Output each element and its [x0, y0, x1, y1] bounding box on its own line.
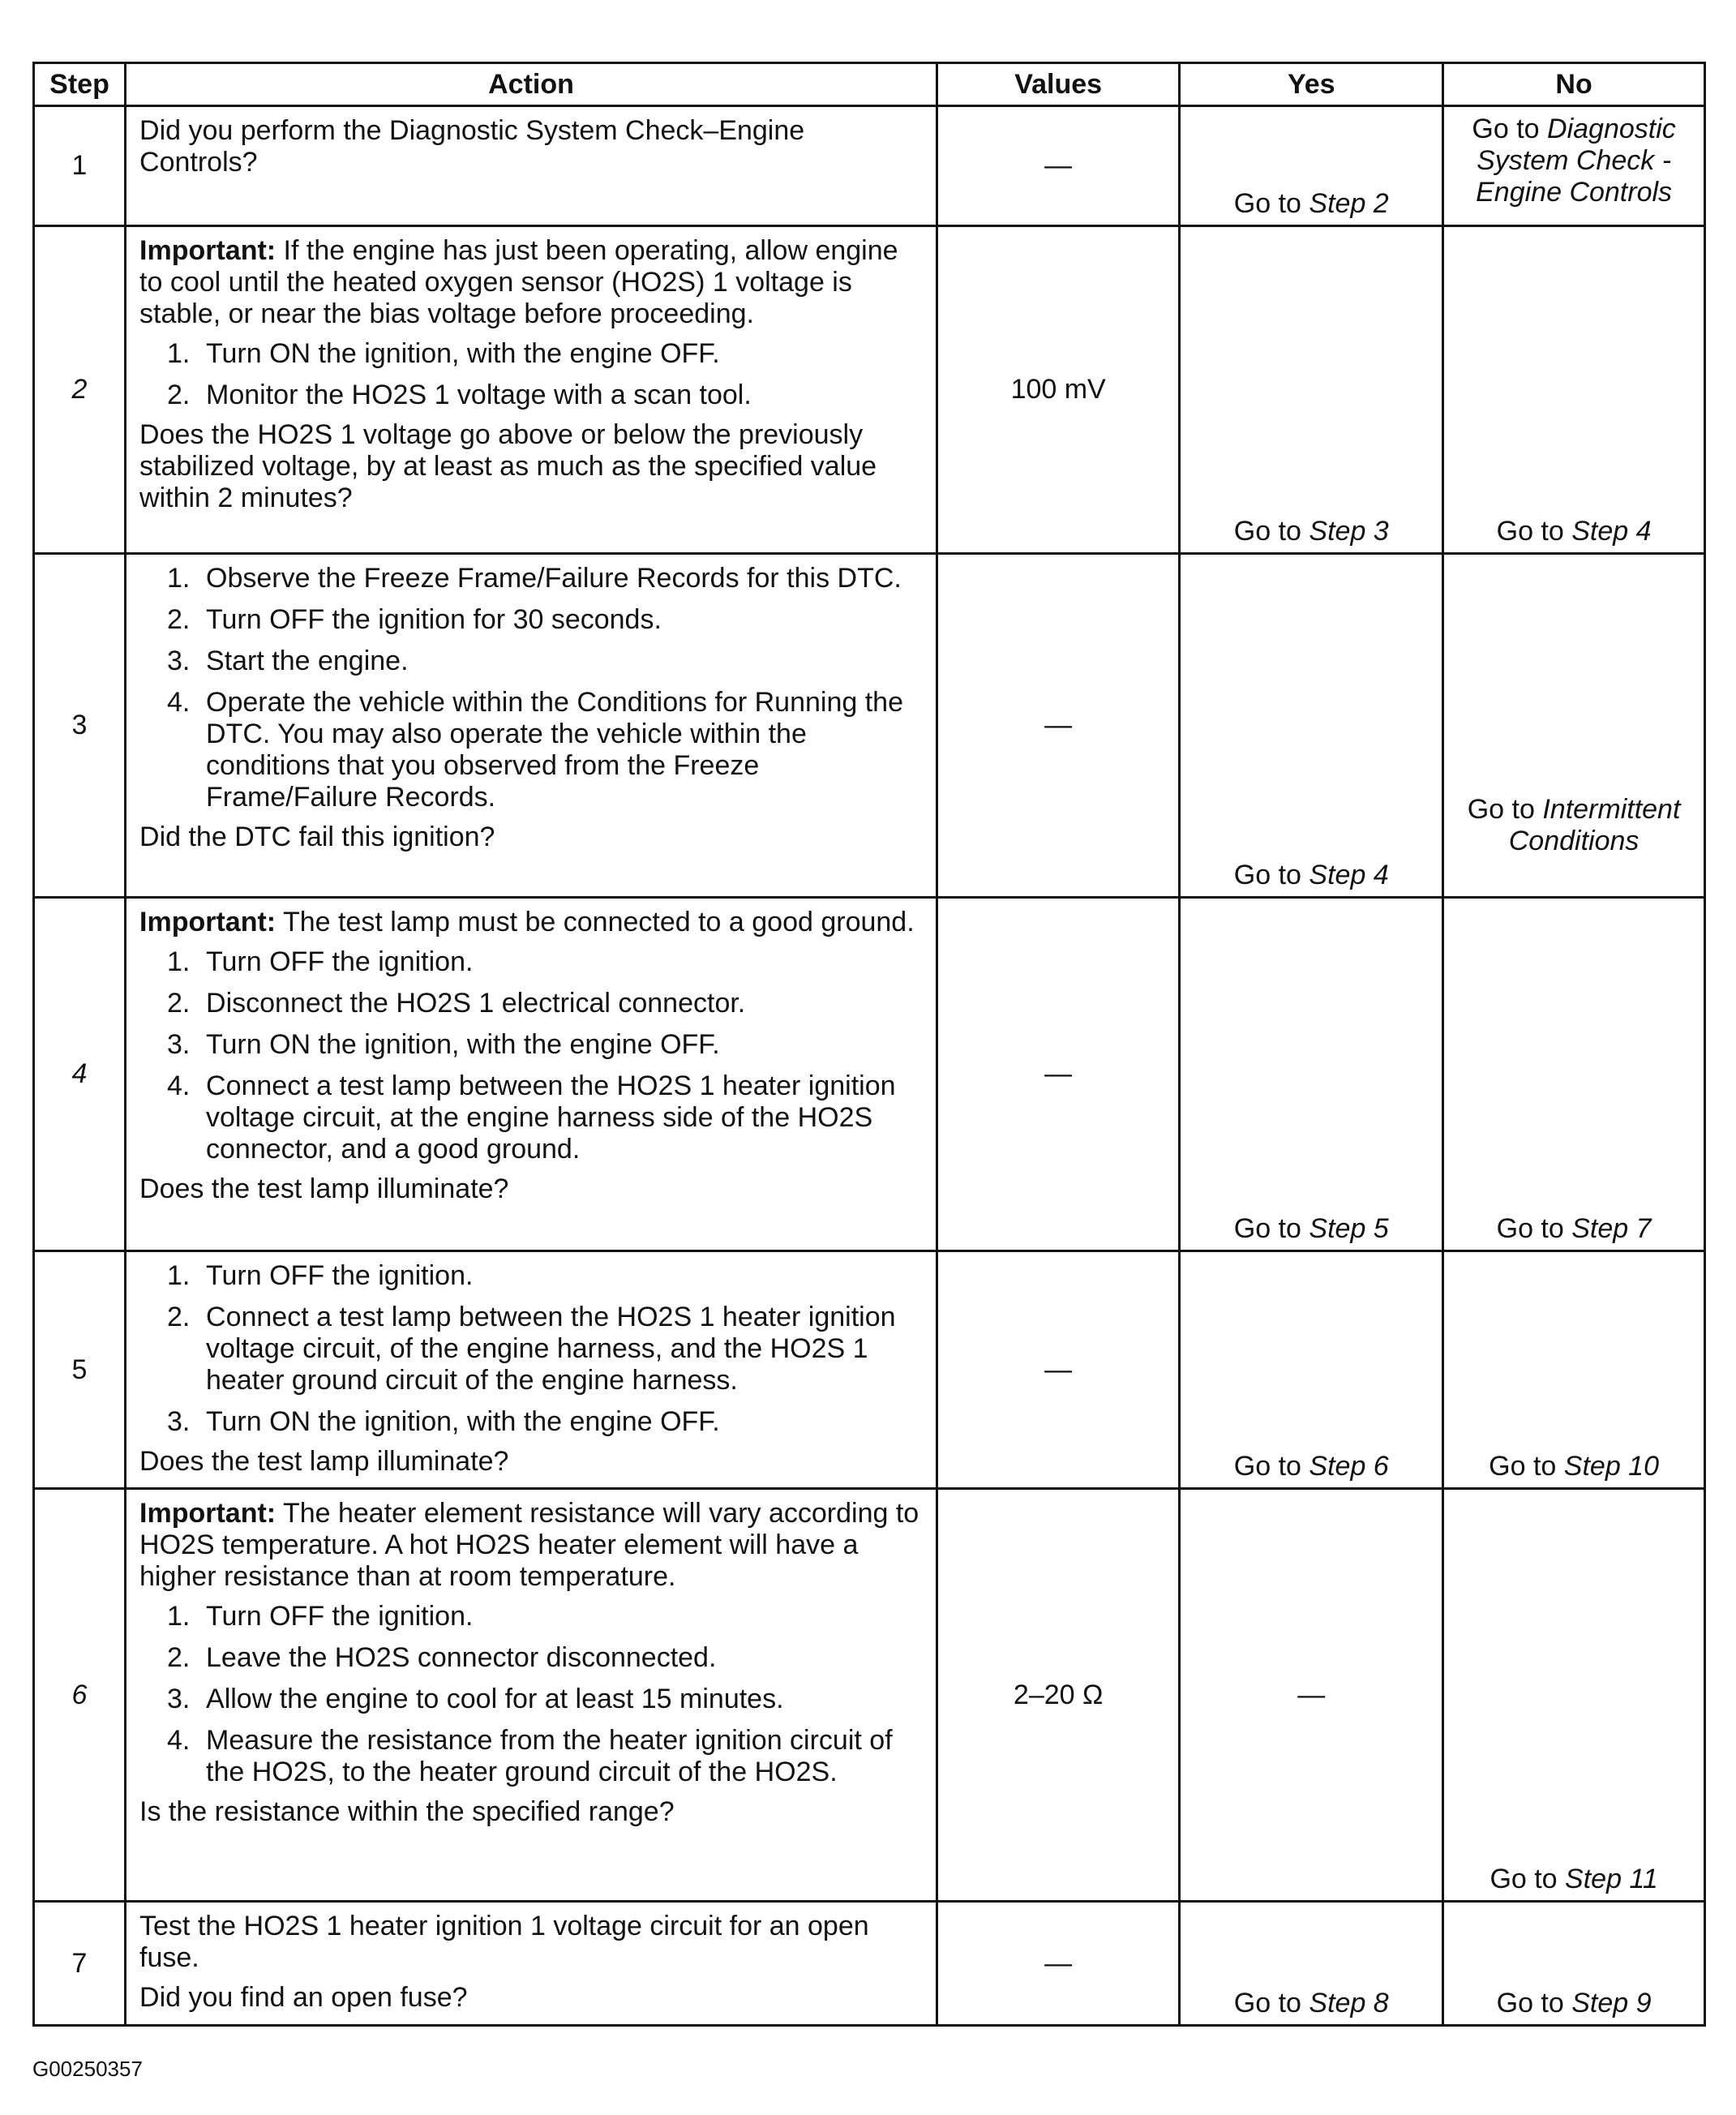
- step-number: 5: [34, 1251, 126, 1489]
- list-item: 3. Turn ON the ignition, with the engine OFF.: [167, 1406, 720, 1437]
- list-item-text: Start the engine.: [206, 646, 409, 676]
- no-prefix: Go to: [1496, 1988, 1572, 2018]
- question-text: Did you find an open fuse?: [139, 1982, 468, 2013]
- important-label: Important:: [139, 907, 276, 937]
- no-target: Diagnostic System Check - Engine Controls: [1476, 114, 1676, 208]
- no-cell: [1443, 554, 1705, 898]
- step-number: 1: [34, 106, 126, 226]
- yes-cell: [1180, 226, 1443, 554]
- list-item: 2. Monitor the HO2S 1 voltage with a scan tool.: [167, 380, 752, 410]
- header-step: Step: [34, 63, 126, 106]
- no-target: Step 9: [1571, 1988, 1652, 2018]
- procedure-list: [139, 946, 924, 1165]
- step-number: 6: [34, 1489, 126, 1902]
- header-no: No: [1443, 63, 1705, 106]
- step-number: 7: [34, 1902, 126, 2026]
- action-cell: [126, 1489, 937, 1902]
- values-cell: —: [937, 898, 1179, 1251]
- no-prefix: Go to: [1496, 516, 1572, 547]
- no-cell: [1443, 1902, 1705, 2026]
- no-cell: [1443, 898, 1705, 1251]
- list-item: 4. Connect a test lamp between the HO2S 1 heater ignition voltage circuit, at the engine harness side of the HO2S connector, and a good ground.: [167, 1070, 896, 1165]
- no-cell: [1443, 106, 1705, 226]
- no-target: Step 4: [1571, 516, 1652, 547]
- question-text: Does the test lamp illuminate?: [139, 1173, 509, 1204]
- no-prefix: Go to: [1467, 794, 1543, 825]
- values-cell: —: [937, 554, 1179, 898]
- yes-prefix: Go to: [1233, 188, 1310, 219]
- list-item: 2. Connect a test lamp between the HO2S 1 heater ignition voltage circuit, of the engine harness, and the HO2S 1 heater ground circuit of the engine harness.: [167, 1302, 896, 1396]
- list-item: 2. Disconnect the HO2S 1 electrical connector.: [167, 988, 746, 1019]
- yes-prefix: Go to: [1233, 516, 1310, 547]
- header-values: Values: [937, 63, 1179, 106]
- important-text: The test lamp must be connected to a good ground.: [276, 907, 915, 937]
- list-item: 2. Leave the HO2S connector disconnected.: [167, 1642, 717, 1673]
- list-item: 1. Turn OFF the ignition.: [167, 946, 474, 977]
- list-item-text: Disconnect the HO2S 1 electrical connector.: [206, 988, 746, 1019]
- yes-prefix: Go to: [1233, 1451, 1310, 1482]
- no-target: Step 11: [1565, 1864, 1658, 1894]
- header-action: Action: [126, 63, 937, 106]
- yes-target: Step 5: [1309, 1213, 1389, 1244]
- list-item: 3. Allow the engine to cool for at least 15 minutes.: [167, 1684, 784, 1714]
- no-prefix: Go to: [1472, 114, 1548, 144]
- list-item-text: Leave the HO2S connector disconnected.: [206, 1642, 717, 1673]
- yes-cell: [1180, 898, 1443, 1251]
- list-item-text: Turn OFF the ignition for 30 seconds.: [206, 604, 662, 635]
- step-number: 4: [34, 898, 126, 1251]
- list-item-text: Monitor the HO2S 1 voltage with a scan tool.: [206, 380, 752, 410]
- yes-target: Step 4: [1309, 860, 1389, 890]
- procedure-list: [139, 1601, 924, 1788]
- list-item: 2. Turn OFF the ignition for 30 seconds.: [167, 604, 662, 635]
- action-cell: [126, 554, 937, 898]
- action-cell: [126, 226, 937, 554]
- list-item: 3. Start the engine.: [167, 646, 409, 676]
- action-cell: [126, 898, 937, 1251]
- no-target: Intermittent Conditions: [1508, 794, 1681, 856]
- values-cell: 100 mV: [937, 226, 1179, 554]
- question-text: Did the DTC fail this ignition?: [139, 822, 495, 852]
- list-item: 1. Turn ON the ignition, with the engine OFF.: [167, 338, 720, 369]
- yes-cell: [1180, 1251, 1443, 1489]
- yes-target: Step 6: [1309, 1451, 1389, 1482]
- question-text: Does the HO2S 1 voltage go above or below the previously stabilized voltage, by at least as much as the specified value within 2 minutes?: [139, 419, 877, 513]
- list-item-text: Connect a test lamp between the HO2S 1 heater ignition voltage circuit, of the engine harness, and the HO2S 1 heater ground circuit of the engine harness.: [206, 1302, 896, 1396]
- procedure-list: [139, 1260, 924, 1438]
- yes-prefix: Go to: [1233, 1213, 1310, 1244]
- step-number: 2: [34, 226, 126, 554]
- table-row-step-5: [34, 1251, 1705, 1489]
- values-cell: —: [937, 106, 1179, 226]
- question-text: Does the test lamp illuminate?: [139, 1446, 509, 1477]
- figure-id-caption: G00250357: [32, 2057, 143, 2081]
- question-text: Is the resistance within the specified range?: [139, 1796, 675, 1827]
- yes-prefix: Go to: [1233, 1988, 1310, 2018]
- no-target: Step 10: [1563, 1451, 1659, 1482]
- important-label: Important:: [139, 1498, 276, 1529]
- list-item: 4. Measure the resistance from the heater ignition circuit of the HO2S, to the heater ground circuit of the HO2S.: [167, 1725, 893, 1787]
- procedure-list: [139, 563, 924, 813]
- list-item-text: Measure the resistance from the heater ignition circuit of the HO2S, to the heater ground circuit of the HO2S.: [206, 1725, 893, 1787]
- important-note: [139, 235, 924, 330]
- procedure-list: [139, 338, 924, 411]
- important-note: [139, 907, 924, 938]
- yes-cell: [1180, 1902, 1443, 2026]
- list-item-text: Turn ON the ignition, with the engine OFF.: [206, 338, 720, 369]
- table-row-step-4: [34, 898, 1705, 1251]
- important-text: The heater element resistance will vary according to HO2S temperature. A hot HO2S heater element will have a higher resistance than at room temperature.: [139, 1498, 919, 1592]
- no-prefix: Go to: [1496, 1213, 1572, 1244]
- list-item-text: Turn OFF the ignition.: [206, 946, 474, 977]
- list-item-text: Observe the Freeze Frame/Failure Records for this DTC.: [206, 563, 902, 594]
- step-number: 3: [34, 554, 126, 898]
- diagnostic-table: [32, 62, 1706, 2027]
- list-item: 1. Turn OFF the ignition.: [167, 1601, 474, 1632]
- list-item: 1. Turn OFF the ignition.: [167, 1260, 474, 1291]
- important-note: [139, 1498, 924, 1593]
- yes-target: Step 8: [1309, 1988, 1389, 2018]
- table-row-step-2: [34, 226, 1705, 554]
- values-cell: —: [937, 1251, 1179, 1489]
- yes-target: Step 3: [1309, 516, 1389, 547]
- no-cell: [1443, 226, 1705, 554]
- list-item-text: Connect a test lamp between the HO2S 1 heater ignition voltage circuit, at the engine harness side of the HO2S connector, and a good ground.: [206, 1070, 896, 1165]
- important-label: Important:: [139, 235, 276, 266]
- action-cell: [126, 1251, 937, 1489]
- action-cell: [126, 1902, 937, 2026]
- list-item-text: Turn ON the ignition, with the engine OFF.: [206, 1029, 720, 1060]
- list-item-text: Allow the engine to cool for at least 15 minutes.: [206, 1684, 784, 1714]
- list-item: 4. Operate the vehicle within the Conditions for Running the DTC. You may also operate the vehicle within the conditions that you observed from the Freeze Frame/Failure Records.: [167, 687, 903, 813]
- yes-prefix: Go to: [1233, 860, 1310, 890]
- list-item: 3. Turn ON the ignition, with the engine OFF.: [167, 1029, 720, 1060]
- action-cell: [126, 106, 937, 226]
- header-row: [34, 63, 1705, 106]
- values-cell: —: [937, 1902, 1179, 2026]
- no-target: Step 7: [1571, 1213, 1652, 1244]
- list-item-text: Operate the vehicle within the Conditions for Running the DTC. You may also operate the vehicle within the conditions that you observed from the Freeze Frame/Failure Records.: [206, 687, 903, 813]
- list-item-text: Turn OFF the ignition.: [206, 1260, 474, 1291]
- table-row-step-7: [34, 1902, 1705, 2026]
- header-yes: Yes: [1180, 63, 1443, 106]
- values-cell: 2–20 Ω: [937, 1489, 1179, 1902]
- yes-target: Step 2: [1309, 188, 1389, 219]
- table-row-step-3: [34, 554, 1705, 898]
- no-cell: [1443, 1489, 1705, 1902]
- no-prefix: Go to: [1490, 1864, 1566, 1894]
- yes-cell: [1180, 106, 1443, 226]
- yes-cell: [1180, 554, 1443, 898]
- table-row-step-6: [34, 1489, 1705, 1902]
- action-text: Test the HO2S 1 heater ignition 1 voltage circuit for an open fuse.: [139, 1911, 869, 1973]
- no-cell: [1443, 1251, 1705, 1489]
- list-item-text: Turn ON the ignition, with the engine OFF.: [206, 1406, 720, 1437]
- table-row-step-1: [34, 106, 1705, 226]
- no-prefix: Go to: [1489, 1451, 1564, 1482]
- yes-cell: —: [1180, 1489, 1443, 1902]
- list-item: 1. Observe the Freeze Frame/Failure Records for this DTC.: [167, 563, 902, 594]
- list-item-text: Turn OFF the ignition.: [206, 1601, 474, 1632]
- action-text: Did you perform the Diagnostic System Check–Engine Controls?: [139, 115, 805, 178]
- important-text: If the engine has just been operating, allow engine to cool until the heated oxygen sensor (HO2S) 1 voltage is stable, or near the bias voltage before proceeding.: [139, 235, 898, 329]
